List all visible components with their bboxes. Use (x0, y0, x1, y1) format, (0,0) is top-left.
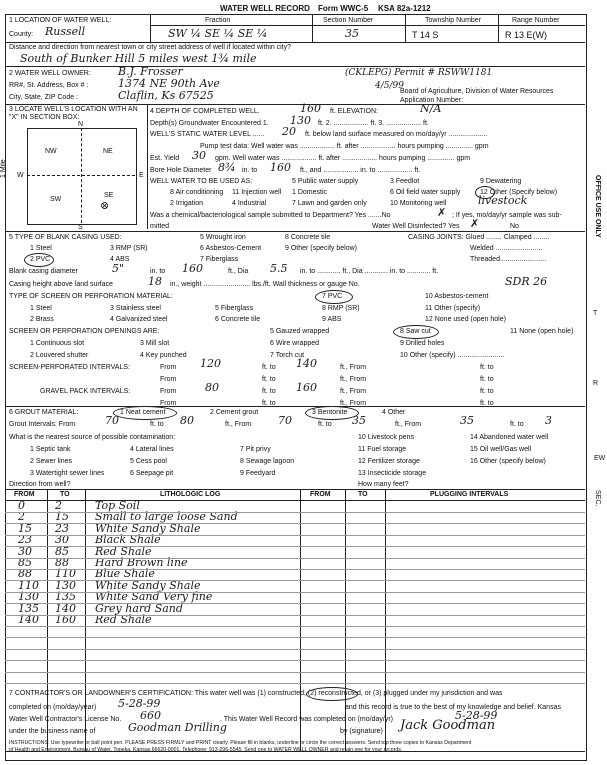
location-label: 1 LOCATION OF WATER WELL: (9, 17, 112, 24)
ne-label: NE (103, 148, 113, 155)
address-value: 1374 NE 90th Ave (118, 77, 220, 90)
use-option: 8 Air conditioning (170, 189, 224, 196)
grout3-from: 35 (460, 414, 474, 427)
grout-option: 1 Neat cement (120, 409, 166, 416)
screen-option: 10 Asbestos-cement (425, 293, 489, 300)
diameter-rest: in. to ............ ft., Dia ............ in. to ............ ft. (300, 268, 439, 275)
record-date-value: 5-28-99 (455, 709, 498, 722)
signature: Jack Goodman (400, 718, 496, 733)
opening-option: 8 Saw cut (400, 328, 431, 335)
diameter-in: in. to (150, 268, 166, 275)
disinfected-no: No (510, 223, 519, 230)
diameter-to-value: 160 (182, 262, 203, 275)
opening-option: 1 Continuous slot (30, 340, 85, 347)
opening-option: 7 Torch cut (270, 352, 305, 359)
bore-label: Bore Hole Diameter (150, 167, 212, 174)
completed-label: completed on (mo/day/year) (9, 704, 97, 711)
margin-r: R (593, 380, 599, 387)
section3-label: 3 LOCATE WELL'S LOCATION WITH AN "X" IN SECTION BOX: (9, 106, 138, 121)
log-rule (5, 672, 585, 673)
use-option: 4 Industrial (232, 200, 267, 207)
log-rule (5, 626, 585, 627)
mile-label: 1 Mile (0, 159, 7, 178)
log-row-to: 135 (55, 590, 76, 604)
pvc-circle (24, 253, 54, 267)
grout2-to: 35 (352, 414, 366, 427)
log-rule (5, 637, 585, 638)
section-label: Section Number (323, 17, 374, 24)
gravel-to2-label: ft. to (480, 388, 494, 395)
log-rule (5, 523, 585, 524)
opening-option: 9 Drilled holes (400, 340, 445, 347)
perf-from-label: From (160, 364, 177, 371)
screen-option: 7 PVC (322, 293, 343, 300)
record-label: . This Water Well Record was completed on (mo/day/yr) (220, 716, 393, 723)
height-label: Casing height above land surface (9, 281, 113, 288)
se-label: SE (104, 192, 114, 199)
city-value: Claflin, Ks 67525 (118, 89, 214, 102)
height-rest: in., weight ........................ lbs./ft. Wall thickness or gauge No. (170, 281, 360, 288)
chem-sample-rest: ; If yes, mo/day/yr sample was sub- (452, 212, 562, 219)
opening-option: 4 Key punched (140, 352, 187, 359)
log-row-desc: White Sand Very fine (95, 590, 213, 604)
owner-date: 4/5/99 (375, 81, 404, 91)
log-to2-header: TO (358, 491, 368, 498)
south-label: S (78, 224, 83, 231)
depth-label: 4 DEPTH OF COMPLETED WELL. (150, 108, 260, 115)
grout3-to-label: ft. to (510, 421, 524, 428)
diameter-dia: ft., Dia (228, 268, 249, 275)
west-label: W (17, 172, 24, 179)
log-row-from: 30 (18, 544, 32, 558)
distance-label: Distance and direction from nearest town or city street address of well if located within city? (9, 44, 292, 51)
log-row-from: 135 (18, 601, 39, 615)
perf-from2-label: ft., From (340, 364, 367, 371)
sw-label: SW (50, 196, 62, 203)
grout-option: 3 Bentonite (312, 409, 348, 416)
casing-joints: CASING JOINTS: Glued ........ Clamped ........ (408, 234, 550, 241)
grout2-from: 70 (278, 414, 292, 427)
diameter-label: Blank casing diameter (9, 268, 78, 275)
grout2-to-label: ft. to (318, 421, 332, 428)
margin-sec: SEC. (594, 490, 601, 507)
contam-option: 8 Sewage lagoon (240, 458, 295, 465)
casing-option: 6 Asbestos-Cement (200, 245, 262, 252)
township-label: Township Number (425, 17, 482, 24)
log-row-to: 130 (55, 578, 76, 592)
completed-rest: and this record is true to the best of my knowledge and belief. Kansas (345, 704, 561, 711)
fraction-value: SW ¼ SE ¼ SE ¼ (168, 27, 268, 40)
contam-option: 9 Feedyard (240, 470, 276, 477)
log-row-to: 110 (55, 567, 76, 581)
bore-value: 8¾ (218, 161, 236, 174)
log-rule (5, 580, 585, 581)
log-row-from: 110 (18, 578, 39, 592)
log-rule (5, 683, 585, 684)
log-row-to: 15 (55, 510, 69, 524)
north-label: N (78, 121, 84, 128)
casing-option: 3 RMP (SR) (110, 245, 148, 252)
contam-option: 3 Watertight sewer lines (30, 470, 105, 477)
screen-option: 5 Fiberglass (215, 305, 254, 312)
permit-stamp: (CKLEPG) Permit # RSWW1181 (345, 68, 493, 78)
grout1-to: 80 (180, 414, 194, 427)
log-row-to: 85 (55, 544, 69, 558)
form-title: WATER WELL RECORD (220, 4, 310, 13)
owner-label: 2 WATER WELL OWNER: (9, 70, 91, 77)
perf-to2-label: ft. to (480, 364, 494, 371)
range-label: Range Number (512, 17, 560, 24)
use-option: 10 Monitoring well (390, 200, 447, 207)
log-row-desc: Grey hard Sand (95, 601, 183, 615)
log-row-to: 160 (55, 613, 76, 626)
form-number: Form WWC-5 (318, 4, 369, 13)
perf-from4-label: ft., From (340, 376, 367, 383)
contam-option: 2 Sewer lines (30, 458, 73, 465)
log-row-to: 140 (55, 601, 76, 615)
grout-intervals-label: Grout Intervals: From (9, 421, 76, 428)
contam-option: 12 Fertilizer storage (358, 458, 420, 465)
license-label: Water Well Contractor's License No. (9, 716, 122, 723)
log-row-from: 88 (18, 567, 32, 581)
contam-option: 10 Livestock pens (358, 434, 415, 441)
screen-option: 11 Other (specify) (425, 305, 481, 312)
perf-from3-label: From (160, 376, 177, 383)
chem-sample-label: Was a chemical/bacteriological sample submitted to Department? Yes .......No (150, 212, 391, 219)
gravel-to3-label: ft. to (262, 400, 276, 407)
log-from-header: FROM (14, 491, 35, 498)
opening-option: 2 Louvered shutter (30, 352, 89, 359)
static-level-label: WELL'S STATIC WATER LEVEL ...... (150, 131, 265, 138)
chem-no-mark: ✗ (437, 206, 447, 219)
log-rule (5, 535, 585, 536)
casing-option: 4 ABS (110, 256, 130, 263)
log-row-desc: White Sandy Shale (95, 521, 201, 535)
pump-test-line: Pump test data: Well water was .................. ft. after .................. hours pumping .............. gpm (200, 143, 489, 150)
gravel-to4-label: ft. to (480, 400, 494, 407)
howmany-label: How many feet? (358, 481, 409, 488)
perf-to4-label: ft. to (480, 376, 494, 383)
log-row-from: 15 (18, 521, 32, 535)
log-row-to: 88 (55, 556, 69, 569)
business-value: Goodman Drilling (128, 721, 227, 734)
completed-value: 5-28-99 (118, 697, 161, 710)
use-option: 11 Injection well (232, 189, 282, 196)
log-row-desc: Blue Shale (95, 567, 155, 581)
distance-value: South of Bunker Hill 5 miles west 1¾ mile (20, 52, 257, 65)
gravel-to-label: ft. to (262, 388, 276, 395)
screen-option: 12 None used (open hole) (425, 316, 506, 323)
casing-option: 9 Other (specify below) (285, 245, 357, 252)
use-option: 1 Domestic (292, 189, 328, 196)
license-value: 660 (140, 709, 161, 722)
log-row-from: 130 (18, 590, 39, 604)
instructions-2: of Health and Environment, Bureau of Water, Topeka, Kansas 66620-0001. Telephone: 913-296-5545. Send one to WATER WELL OWNER and retain one for your records. (9, 747, 403, 753)
static-level-value: 20 (282, 125, 296, 138)
screen-label: TYPE OF SCREEN OR PERFORATION MATERIAL: (9, 293, 173, 300)
gravel-to-value: 160 (296, 381, 317, 394)
bore-rest: ft., and .................. in. to .................. ft. (300, 167, 421, 174)
perf-to-value: 140 (296, 357, 317, 370)
use-option: 12 Other (Specify below) (480, 189, 558, 196)
contam-option: 7 Pit privy (240, 446, 271, 453)
log-row-desc: Red Shale (95, 613, 152, 626)
county-value: Russell (45, 25, 86, 38)
log-row-from: 2 (18, 510, 25, 524)
log-row-desc: Small to large loose Sand (95, 510, 238, 524)
yield-label: Est. Yield (150, 155, 180, 162)
east-label: E (139, 172, 144, 179)
log-row-desc: Red Shale (95, 544, 152, 558)
bore-to-value: 160 (270, 161, 291, 174)
casing-option: 2 PVC (30, 256, 51, 263)
bentonite-circle (305, 406, 359, 420)
gravel-from3-label: From (160, 400, 177, 407)
casing-option: 5 Wrought iron (200, 234, 246, 241)
use-option: 5 Public water supply (292, 178, 359, 185)
diameter-value: 5" (112, 262, 125, 275)
log-rule (5, 603, 585, 604)
app-number-label: Application Number: (400, 97, 464, 104)
log-row-desc: Black Shale (95, 533, 161, 547)
gravel-from4-label: ft., From (340, 400, 367, 407)
log-rule (5, 569, 585, 570)
grout-label: 6 GROUT MATERIAL: (9, 409, 79, 416)
contam-option: 13 Insecticide storage (358, 470, 427, 477)
grout-option: 4 Other (382, 409, 406, 416)
fraction-label: Fraction (205, 17, 231, 24)
perf-label: SCREEN-PERFORATED INTERVALS: (9, 364, 130, 371)
signature-label: by (signature) (340, 728, 383, 735)
log-rule (5, 546, 585, 547)
groundwater-label: Depth(s) Groundwater Encountered 1. (150, 120, 269, 127)
grout1-from: 70 (105, 414, 119, 427)
opening-option: 10 Other (specify) ........................ (400, 352, 505, 359)
casing-option: 1 Steel (30, 245, 52, 252)
grout1-to-label: ft. to (150, 421, 164, 428)
business-label: under the business name of (9, 728, 96, 735)
plugging-header: PLUGGING INTERVALS (430, 491, 509, 498)
log-row-desc: Top Soil (95, 499, 140, 512)
log-row-desc: Hard Brown line (95, 556, 188, 569)
disinfected-mark: ✗ (470, 217, 480, 230)
grout-option: 2 Cement grout (210, 409, 259, 416)
perf-to-label: ft. to (262, 364, 276, 371)
log-row-from: 140 (18, 613, 39, 626)
contam-option: 4 Lateral lines (130, 446, 174, 453)
use-option: 2 Irrigation (170, 200, 204, 207)
log-rule (5, 660, 585, 661)
use-option: 6 Oil field water supply (390, 189, 461, 196)
groundwater-value: 130 (290, 114, 311, 127)
constructed-circle (306, 687, 358, 701)
screen-option: 3 Stainless steel (110, 305, 161, 312)
screen-option: 4 Galvanized steel (110, 316, 168, 323)
office-use-label: OFFICE USE ONLY (594, 175, 601, 238)
bore-in: in. to (242, 167, 258, 174)
owner-name: B.J. Frosser (118, 65, 183, 78)
opening-option: 3 Mill slot (140, 340, 170, 347)
screen-option: 6 Concrete tile (215, 316, 261, 323)
contam-label: What is the nearest source of possible contamination: (9, 434, 176, 441)
log-row-to: 23 (55, 521, 69, 535)
elevation-label: ft. ELEVATION: (330, 108, 378, 115)
instructions: INSTRUCTIONS: Use typewriter or ball point pen. PLEASE PRESS FIRMLY and PRINT clearly. Please fill in blanks, underline or circle the correct answers. Send top three copies to Kansas Department (9, 740, 472, 746)
contam-option: 14 Abandoned water well (470, 434, 549, 441)
screen-pvc-circle (315, 290, 353, 304)
contam-option: 15 Oil well/Gas well (470, 446, 532, 453)
board-label: Board of Agriculture, Division of Water Resources (400, 88, 554, 95)
use-option: 7 Lawn and garden only (292, 200, 367, 207)
log-from2-header: FROM (310, 491, 331, 498)
casing-threaded: Threaded........................ (470, 256, 547, 263)
opening-option: 11 None (open hole) (510, 328, 574, 335)
grout2-from-label: ft., From (225, 421, 252, 428)
township-value: T 14 S (412, 30, 439, 40)
use-label: WELL WATER TO BE USED AS: (150, 178, 253, 185)
yield-value: 30 (192, 149, 206, 162)
chem-mitted: mitted (150, 223, 170, 230)
gravel-from-label: From (160, 388, 177, 395)
margin-t: T (593, 310, 598, 317)
use-option: 9 Dewatering (480, 178, 522, 185)
log-rule (5, 649, 585, 650)
log-row-to: 2 (55, 499, 62, 512)
casing-welded: Welded ........................ (470, 245, 543, 252)
log-row-from: 23 (18, 533, 32, 547)
groundwater-rest: ft. 2. .................. ft. 3. .................. ft. (318, 120, 429, 127)
perf-from-value: 120 (200, 357, 221, 370)
static-level-rest: ft. below land surface measured on mo/day/yr .................... (305, 131, 488, 138)
contam-option: 16 Other (specify below) (470, 458, 546, 465)
screen-option: 8 RMP (SR) (322, 305, 360, 312)
diameter2-value: 5.5 (270, 262, 288, 275)
screen-option: 9 ABS (322, 316, 342, 323)
log-rule (5, 512, 585, 513)
certification-label: 7 CONTRACTOR'S OR LANDOWNER'S CERTIFICATION: This water well was (1) constructed, (2) reconstructed, or (3) plugged under my jurisdiction and was (9, 690, 503, 697)
screen-option: 1 Steel (30, 305, 52, 312)
depth-value: 160 (300, 102, 321, 115)
grout3-from-label: ft., From (395, 421, 422, 428)
casing-label: 5 TYPE OF BLANK CASING USED: (9, 234, 122, 241)
opening-option: 5 Gauzed wrapped (270, 328, 330, 335)
log-rule (5, 615, 585, 616)
casing-option: 7 Fiberglass (200, 256, 239, 263)
grout3-to: 3 (545, 414, 552, 427)
log-litho-header: LITHOLOGIC LOG (160, 491, 221, 498)
well-x-mark: ⊗ (100, 199, 110, 212)
perf-to3-label: ft. to (262, 376, 276, 383)
log-row-to: 30 (55, 533, 69, 547)
log-rule (5, 592, 585, 593)
casing-option: 8 Concrete tile (285, 234, 331, 241)
contam-option: 5 Cess pool (130, 458, 167, 465)
gravel-from2-label: ft., From (340, 388, 367, 395)
log-row-from: 0 (18, 499, 25, 512)
use-option: 3 Feedlot (390, 178, 420, 185)
log-to-header: TO (60, 491, 70, 498)
range-value: R 13 E(W) (505, 30, 548, 40)
gravel-from-value: 80 (205, 381, 219, 394)
log-row-desc: White Sandy Shale (95, 578, 201, 592)
contam-option: 6 Seepage pit (130, 470, 174, 477)
contam-option: 11 Fuel storage (358, 446, 407, 453)
nw-label: NW (45, 148, 57, 155)
saw-cut-circle (393, 325, 439, 339)
height-value: 18 (148, 275, 162, 288)
section-box (27, 128, 137, 225)
disinfected-label: Water Well Disinfected? Yes (372, 223, 460, 230)
ksa-number: KSA 82a-1212 (378, 4, 431, 13)
city-label: City, State, ZIP Code : (9, 94, 78, 101)
section-value: 35 (345, 27, 359, 40)
yield-rest: gpm. Well water was .................. ft. after .................. hours pumping .............. gpm (215, 155, 471, 162)
elevation-value: N/A (420, 102, 442, 115)
gravel-label: GRAVEL PACK INTERVALS: (40, 388, 131, 395)
gauge-value: SDR 26 (505, 275, 548, 288)
neat-cement-circle (113, 406, 177, 420)
margin-ew: EW (594, 455, 606, 462)
opening-option: 6 Wire wrapped (270, 340, 320, 347)
log-row-from: 85 (18, 556, 32, 569)
log-rule (5, 558, 585, 559)
contam-option: 1 Septic tank (30, 446, 71, 453)
address-label: RR#, St. Address, Box # : (9, 82, 89, 89)
county-label: County: (9, 31, 34, 38)
openings-label: SCREEN OR PERFORATION OPENINGS ARE: (9, 328, 160, 335)
screen-option: 2 Brass (30, 316, 54, 323)
direction-label: Direction from well? (9, 481, 71, 488)
other-use-value: livestock (478, 194, 528, 207)
